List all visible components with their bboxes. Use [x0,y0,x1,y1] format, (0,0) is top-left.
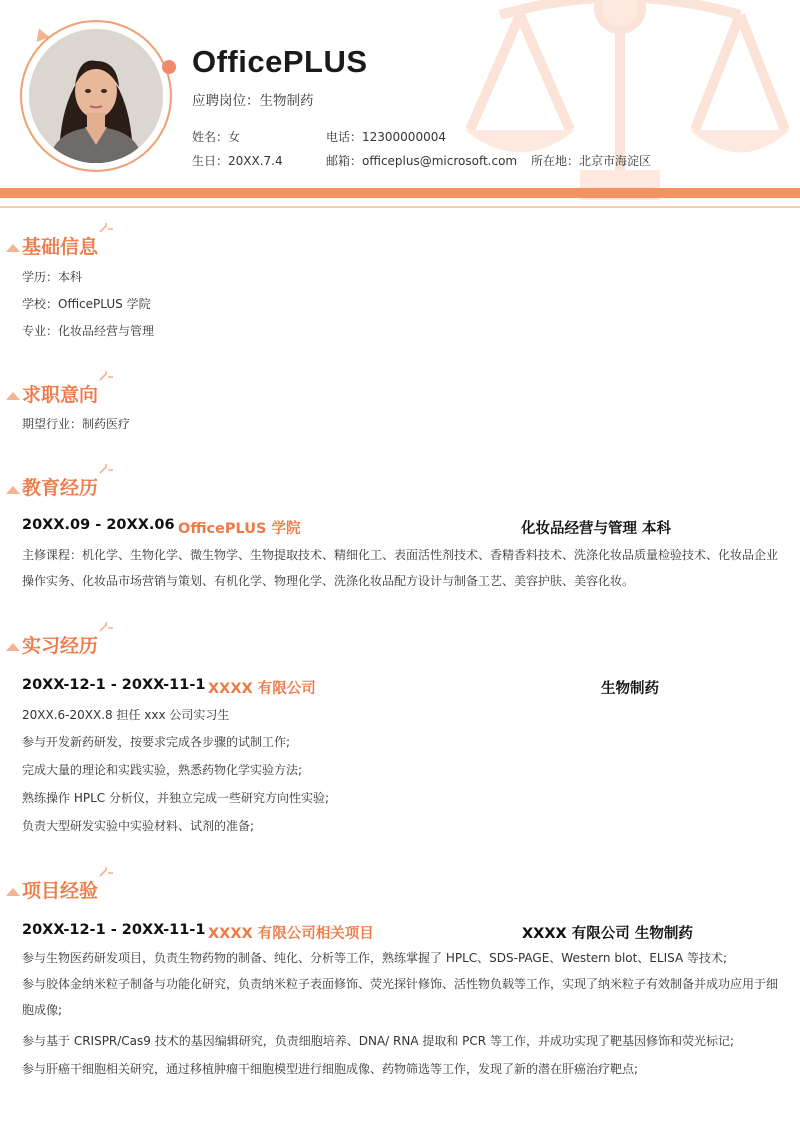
internship-line: 熟练操作 HPLC 分析仪，并独立完成一些研究方向性实验; [22,791,329,805]
applied-position: 应聘岗位：生物制药 [192,93,314,109]
internship-line: 参与开发新药研发，按要求完成各步骤的试制工作; [22,735,291,749]
internship-line: 20XX.6-20XX.8 担任 xxx 公司实习生 [22,708,230,722]
person-portrait-icon [29,29,163,163]
avatar-frame [20,20,172,172]
section-decor-icon [6,643,20,651]
section-title-internship: 实习经历 [22,635,99,657]
sparkle-icon [98,463,114,475]
sparkle-icon [98,370,114,382]
applicant-name: OfficePLUS [192,44,368,79]
section-decor-icon [6,888,20,896]
education-level: 学历：本科 [22,270,83,284]
education-period: 20XX.09 - 20XX.06 [22,517,175,533]
project-company-role: XXXX 有限公司 生物制药 [522,926,693,942]
education-major-degree: 化妆品经营与管理 本科 [521,521,672,537]
expected-industry: 期望行业：制药医疗 [22,417,131,431]
location-field: 所在地：北京市海淀区 [531,154,652,168]
section-title-education: 教育经历 [22,477,99,499]
sparkle-icon [98,222,114,234]
project-line: 参与生物医药研发项目，负责生物药物的制备、纯化、分析等工作，熟练掌握了 HPLC、SDS-PAGE、Western blot、ELISA 等技术; [22,951,728,965]
decor-dot-icon [162,60,176,74]
birthday-field: 生日：20XX.7.4 [192,154,283,168]
section-decor-icon [6,392,20,400]
project-name: XXXX 有限公司相关项目 [208,926,374,942]
email-field: 邮箱：officeplus@microsoft.com [326,154,518,168]
section-decor-icon [6,486,20,494]
resume-header [0,0,800,190]
section-title-project: 项目经验 [22,880,99,902]
gender-field: 姓名：女 [192,130,241,144]
header-divider-line [0,206,800,208]
school-name: 学校：OfficePLUS 学院 [22,297,151,311]
sparkle-icon [98,866,114,878]
internship-line: 负责大型研发实验中实验材料、试剂的准备; [22,819,255,833]
education-courses: 主修课程：机化学、生物化学、微生物学、生物提取技术、精细化工、表面活性剂技术、香精香料技术、洗涤化妆品质量检验技术、化妆品企业操作实务、化妆品市场营销与策划、有机化学、物理化学、洗涤化妆品配方设计与制备工艺、美容护肤、美容化妆。 [22,548,779,588]
education-school: OfficePLUS 学院 [178,521,301,537]
section-title-intent: 求职意向 [22,384,99,406]
project-line: 参与肝癌干细胞相关研究，通过移植肿瘤干细胞模型进行细胞成像、药物筛选等工作，发现了新的潜在肝癌治疗靶点; [22,1062,639,1076]
internship-role: 生物制药 [601,681,659,697]
internship-period: 20XX-12-1 - 20XX-11-1 [22,677,206,693]
sparkle-icon [98,621,114,633]
phone-field: 电话：12300000004 [326,130,446,144]
internship-company: XXXX 有限公司 [208,681,316,697]
section-decor-icon [6,244,20,252]
section-title-basic: 基础信息 [22,236,99,258]
internship-line: 完成大量的理论和实践实验，熟悉药物化学实验方法; [22,763,303,777]
project-line: 参与基于 CRISPR/Cas9 技术的基因编辑研究，负责细胞培养、DNA/ RNA 提取和 PCR 等工作，并成功实现了靶基因修饰和荧光标记; [22,1034,734,1048]
avatar [29,29,163,163]
header-divider-bar [0,188,800,198]
major-name: 专业：化妆品经营与管理 [22,324,155,338]
project-line: 参与胶体金纳米粒子制备与功能化研究，负责纳米粒子表面修饰、荧光探针修饰、活性物负载等工作，实现了纳米粒子有效制备并成功应用于细胞成像; [22,977,779,1017]
project-period: 20XX-12-1 - 20XX-11-1 [22,922,206,938]
